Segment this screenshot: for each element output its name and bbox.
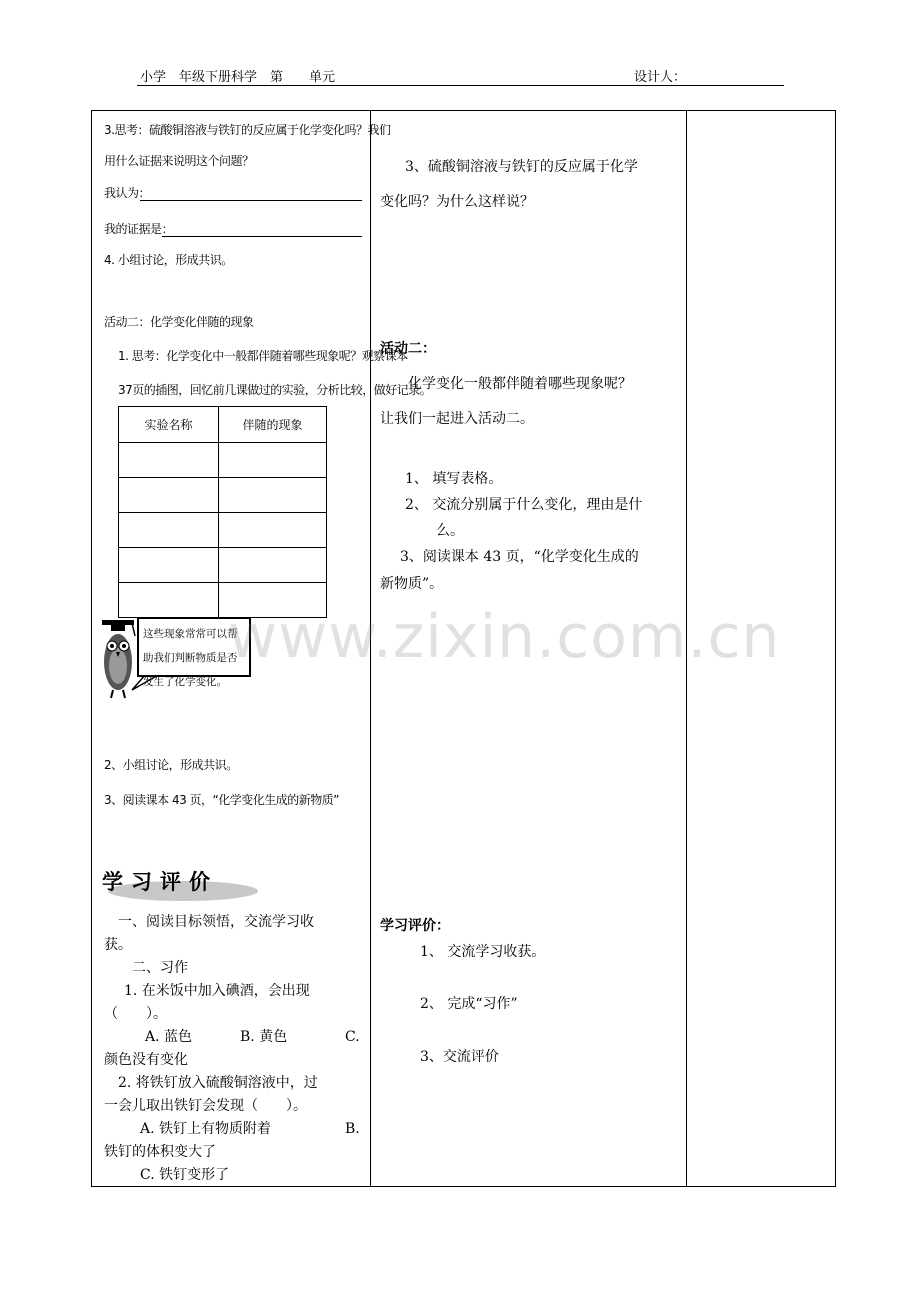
q2-line1: 2. 将铁钉放入硫酸铜溶液中，过 <box>118 1075 318 1091</box>
eval-item-3: 3、交流评价 <box>420 1049 499 1065</box>
record-cell[interactable] <box>219 548 327 583</box>
activity2-title: 活动二：化学变化伴随的现象 <box>104 315 254 329</box>
my-evidence-label: 我的证据是： <box>104 222 174 236</box>
i-think-answer-line[interactable] <box>140 200 362 201</box>
q2-line4: 铁钉的体积变大了 <box>104 1144 216 1160</box>
eval-p2: 二、习作 <box>118 960 188 976</box>
step3-line1: 3、阅读课本 43 页，“化学变化生成的 <box>400 549 639 565</box>
eval-p1-line1: 一、阅读目标领悟，交流学习收 <box>104 914 314 930</box>
record-cell[interactable] <box>219 443 327 478</box>
header-rule <box>137 85 784 86</box>
q1-option-a: A. 蓝色 <box>145 1029 193 1045</box>
step2-line2: 么。 <box>436 523 464 539</box>
q1-option-c: C. <box>345 1029 360 1045</box>
step3-line2: 新物质”。 <box>380 576 444 592</box>
q3-line1: 3、硫酸铜溶液与铁钉的反应属于化学 <box>405 159 638 175</box>
eval-label: 学习评价： <box>380 918 450 934</box>
q1-line1: 1. 在米饭中加入碘酒，会出现 <box>124 983 310 999</box>
activity2-label: 活动二： <box>380 341 436 357</box>
think3-line1: 3.思考：硫酸铜溶液与铁钉的反应属于化学变化吗？我们 <box>104 123 391 137</box>
think3-line2: 用什么证据来说明这个问题？ <box>104 154 254 168</box>
record-cell[interactable] <box>119 583 219 618</box>
record-table-header-name: 实验名称 <box>119 407 219 443</box>
record-table <box>118 406 327 618</box>
header-left: 小学 年级下册科学 第 单元 <box>140 70 336 85</box>
discuss2-text: 2、小组讨论，形成共识。 <box>104 758 238 772</box>
q1-line4: 颜色没有变化 <box>104 1052 188 1068</box>
speech-bubble: 这些现象常常可以帮助我们判断物质是否发生了化学变化。 <box>137 617 251 677</box>
eval-p1-line2: 获。 <box>104 937 132 953</box>
record-cell[interactable] <box>119 443 219 478</box>
think-line2: 37页的插图，回忆前几课做过的实验，分析比较，做好记录。 <box>118 383 432 397</box>
watermark: www.zixin.com.cn <box>228 602 781 672</box>
step2-line1: 2、 交流分别属于什么变化，理由是什 <box>405 497 643 513</box>
activity2-line1: 化学变化一般都伴随着哪些现象呢？ <box>408 376 632 392</box>
step1-text: 1、 填写表格。 <box>405 471 503 487</box>
i-think-label: 我认为： <box>104 186 151 200</box>
record-cell[interactable] <box>219 478 327 513</box>
record-table-header-phenomenon: 伴随的现象 <box>219 407 327 443</box>
eval-title: 学习评价 <box>102 870 218 894</box>
record-cell[interactable] <box>119 548 219 583</box>
read3-text: 3、阅读课本 43 页，“化学变化生成的新物质” <box>104 793 339 807</box>
q2-option-c: C. 铁钉变形了 <box>140 1167 230 1183</box>
q1-option-b: B. 黄色 <box>240 1029 288 1045</box>
q2-option-a: A. 铁钉上有物质附着 <box>140 1121 272 1137</box>
evidence-answer-line[interactable] <box>162 236 362 237</box>
q2-option-b: B. <box>345 1121 360 1137</box>
record-cell[interactable] <box>119 478 219 513</box>
record-cell[interactable] <box>119 513 219 548</box>
discuss4-text: 4. 小组讨论，形成共识。 <box>104 253 233 267</box>
header-right: 设计人： <box>634 70 687 85</box>
eval-item-1: 1、 交流学习收获。 <box>420 944 546 960</box>
record-cell[interactable] <box>219 513 327 548</box>
q1-line2: （ ）。 <box>104 1006 167 1022</box>
eval-item-2: 2、 完成“习作” <box>420 996 518 1012</box>
think-line1: 1. 思考：化学变化中一般都伴随着哪些现象呢？观察课本 <box>118 349 408 363</box>
q2-line2: 一会儿取出铁钉会发现（ ）。 <box>104 1098 307 1114</box>
q3-line2: 变化吗？为什么这样说？ <box>380 194 534 210</box>
activity2-line2: 让我们一起进入活动二。 <box>380 411 534 427</box>
